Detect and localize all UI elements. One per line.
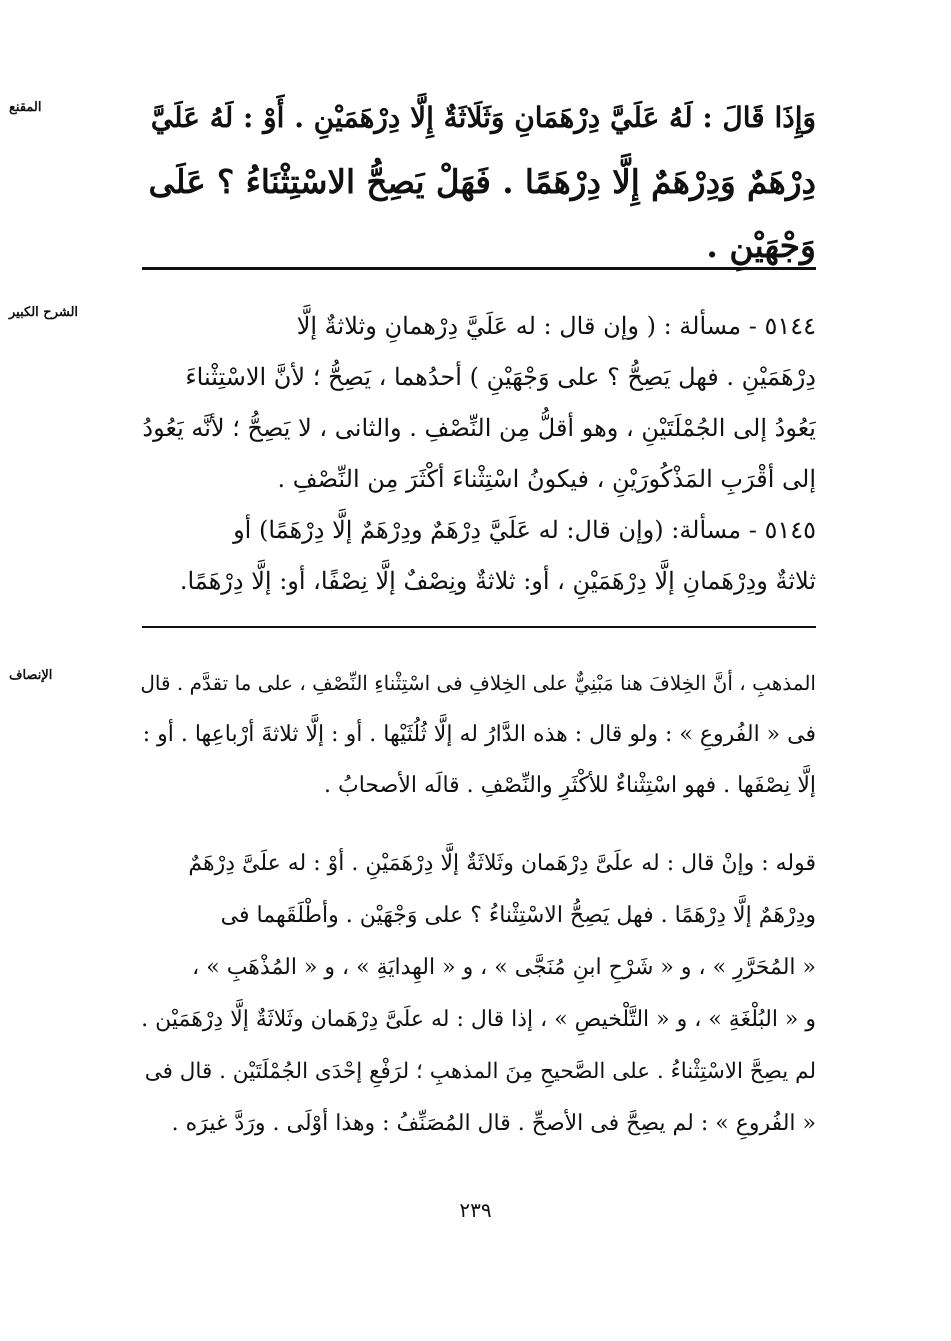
text-line: المذهبِ ، أنَّ الخِلافَ هنا مَبْنِيٌّ على الخِلافِ فى اسْتِثْناءِ النِّصْفِ ، على ما تقدَّم . قال xyxy=(140,671,816,695)
text-line: وَإِذَا قَالَ : لَهُ عَلَيَّ دِرْهَمَانِ وَثَلَاثَةٌ إِلَّا دِرْهَمَيْنِ . أَوْ : لَهُ عَلَيَّ xyxy=(150,101,816,134)
text-line: فى « الفُروعِ » : ولو قال : هذه الدَّارُ له إلَّا ثُلُثَيْها . أو : إلَّا ثلاثةَ أرْباعِها . أو : xyxy=(142,722,816,747)
text-line: يَعُودُ إلى الجُمْلَتَيْنِ ، وهو أقلُّ مِن النِّصْفِ . والثانى ، لا يَصِحُّ ؛ لأنَّه يَعُودُ xyxy=(142,414,816,442)
muqni-text xyxy=(140,86,816,278)
text-line: « المُحَرَّرِ » ، و « شَرْحِ ابنِ مُنَجَّى » ، و « الهِدايَةِ » ، و « المُذْهَبِ » ، xyxy=(192,955,816,980)
label-muqni: المقنع xyxy=(9,100,42,115)
sharh-text xyxy=(140,301,816,607)
section-divider xyxy=(142,267,816,270)
text-line: قوله : وإنْ قال : له علَىَّ دِرْهَمان وثَلاثَةٌ إلَّا دِرْهَمَيْنِ . أوْ : له علَىَّ دِرْهَمٌ xyxy=(188,851,816,876)
text-line: و « البُلْغَةِ » ، و « التَّلْخيصِ » ، إذا قال : له علَىَّ دِرْهَمان وثَلاثَةٌ إلَّا دِرْهَمَيْن . xyxy=(141,1007,816,1032)
label-insaf: الإنصاف xyxy=(9,668,53,683)
text-line: إلَّا نِصْفَها . فهو اسْتِثْناءٌ للأكْثَرِ والنِّصْفِ . قالَه الأصحابُ . xyxy=(324,773,816,798)
section-divider xyxy=(142,626,816,628)
text-line: « الفُروعِ » : لم يصِحَّ فى الأصحِّ . قال المُصَنِّفُ : وهذا أوْلَى . ورَدَّ غيرَه . xyxy=(171,1111,816,1136)
text-line: ودِرْهَمٌ إلَّا دِرْهَمًا . فهل يَصِحُّ الاسْتِثْناءُ ؟ على وَجْهَيْن . وأطْلَقَهما فى xyxy=(220,903,816,928)
text-line: ٥١٤٤ - مسألة : ( وإن قال : له عَلَيَّ دِرْهمانِ وثلاثةٌ إلَّا xyxy=(296,312,816,340)
text-line: ثلاثةٌ ودِرْهَمانِ إلَّا دِرْهَمَيْنِ ، أو: ثلاثةٌ ونِصْفٌ إلَّا نِصْفًا، أو: إلَّا دِرْهَمًا. xyxy=(179,567,816,595)
text-line: ٥١٤٥ - مسألة: (وإن قال: له عَلَيَّ دِرْهَمٌ ودِرْهَمٌ إلَّا دِرْهَمًا) أو xyxy=(233,516,816,544)
text-line: لم يصِحَّ الاسْتِثْناءُ . على الصَّحيحِ مِنَ المذهبِ ؛ لرَفْعِ إحْدَى الجُمْلَتَيْن . قال فى xyxy=(144,1059,816,1084)
insaf-text-continuation xyxy=(140,658,816,811)
insaf-text-commentary xyxy=(140,838,816,1150)
text-line: دِرْهَمٌ وَدِرْهَمٌ إِلَّا دِرْهَمًا . فَهَلْ يَصِحُّ الاسْتِثْنَاءُ ؟ عَلَى xyxy=(148,162,816,201)
text-line: دِرْهَمَيْنِ . فهل يَصِحُّ ؟ على وَجْهَيْنِ ) أحدُهما ، يَصِحُّ ؛ لأنَّ الاسْتِثْناءَ xyxy=(185,363,816,391)
text-line: وَجْهَيْنِ . xyxy=(706,226,816,265)
text-line: إلى أقْرَبِ المَذْكُورَيْنِ ، فيكونُ اسْتِثْناءَ أكْثَرَ مِن النِّصْفِ . xyxy=(277,465,816,493)
label-sharh: الشرح الكبير xyxy=(9,305,79,320)
page-number: ٢٣٩ xyxy=(459,1198,492,1222)
